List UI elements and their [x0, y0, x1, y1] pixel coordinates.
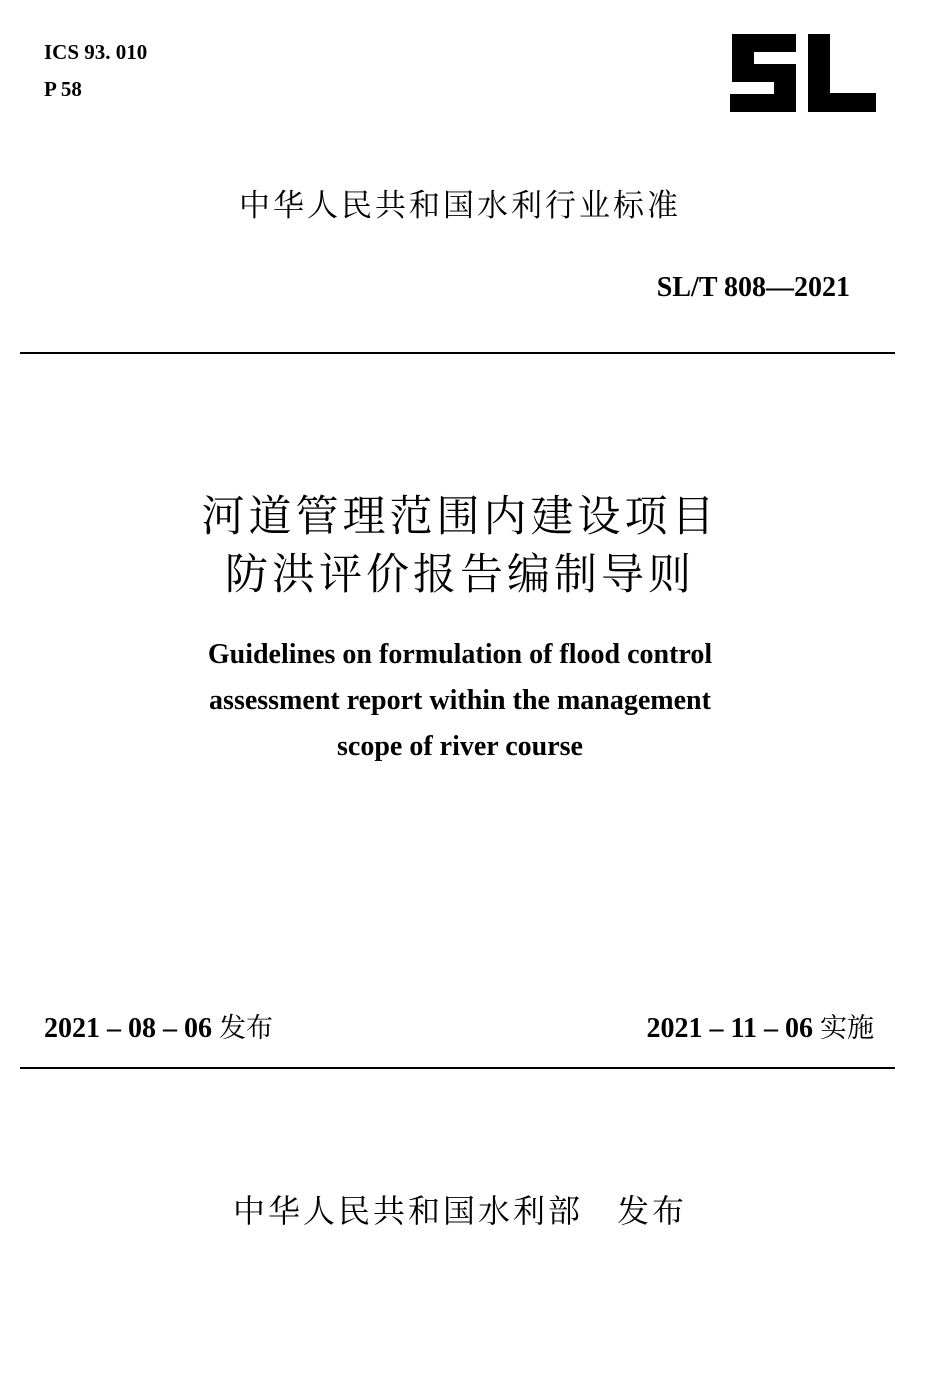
implementation-label: 实施	[820, 1013, 874, 1044]
english-title-line-1: Guidelines on formulation of flood control	[207, 639, 713, 670]
standard-number: SL/T 808—2021	[656, 272, 850, 303]
implementation-date-block	[647, 1006, 874, 1045]
industry-standard-heading: 中华人民共和国水利行业标准	[239, 188, 681, 224]
sl-logo-s-shape	[730, 34, 796, 112]
publisher-line	[0, 1186, 950, 1232]
chinese-title-line-2: 防洪评价报告编制导则	[225, 550, 695, 600]
issue-date: 2021 – 08 – 06	[44, 1013, 212, 1044]
chinese-title	[0, 488, 950, 604]
top-divider	[20, 352, 895, 354]
publisher-action: 发布	[617, 1192, 688, 1230]
bottom-divider	[20, 1067, 895, 1069]
sl-logo	[726, 30, 878, 116]
chinese-title-line-1: 河道管理范围内建设项目	[201, 492, 719, 542]
publisher-name: 中华人民共和国水利部	[232, 1192, 583, 1230]
issue-date-block	[44, 1006, 273, 1045]
ics-code: ICS 93. 010	[44, 40, 148, 64]
english-title-line-2: assessment report within the management	[209, 685, 711, 716]
implementation-date: 2021 – 11 – 06	[646, 1013, 813, 1044]
sl-logo-l-shape	[808, 34, 876, 112]
issue-label: 发布	[219, 1013, 273, 1044]
category-code: P 58	[44, 77, 82, 101]
english-title-line-3: scope of river course	[337, 731, 583, 762]
english-title	[0, 632, 950, 770]
classification-codes	[44, 34, 147, 108]
